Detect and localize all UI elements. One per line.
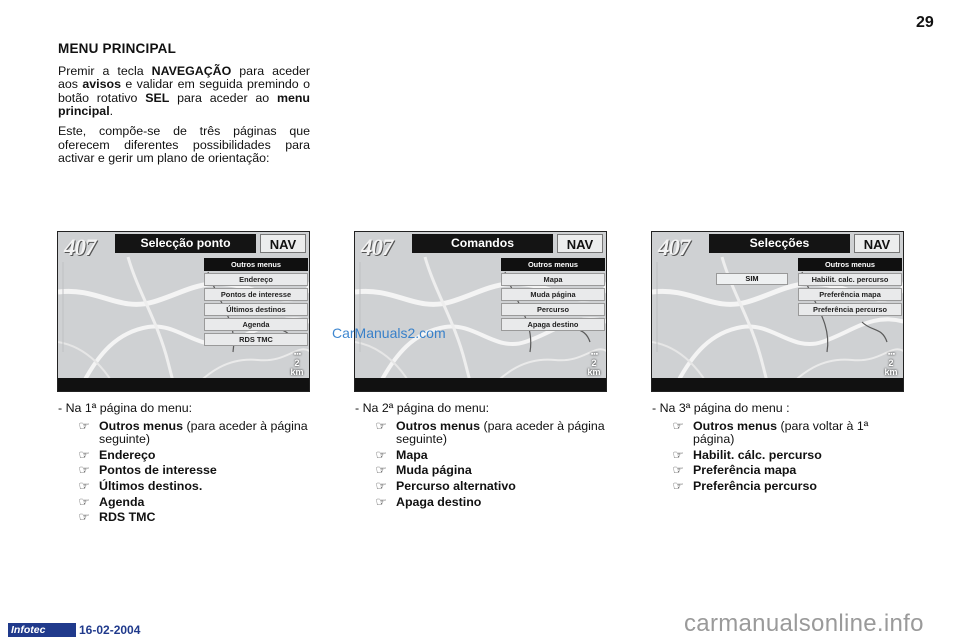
menu-option-list bbox=[374, 420, 610, 510]
nav-button: NAV bbox=[854, 234, 900, 253]
map-scale bbox=[286, 350, 308, 376]
screen-menu-item: Outros menus bbox=[204, 258, 308, 271]
pointing-hand-icon: ☞ bbox=[672, 463, 684, 478]
screen-menu-item: Outros menus bbox=[501, 258, 605, 271]
intro-text: para aceder aos bbox=[58, 63, 311, 92]
intro-text: . bbox=[109, 104, 114, 119]
nav-screen-1 bbox=[57, 231, 310, 392]
pointing-hand-icon: ☞ bbox=[375, 494, 387, 509]
menu-option bbox=[374, 496, 610, 510]
menu-option-name: Agenda bbox=[99, 494, 145, 509]
menu-list-page-3 bbox=[652, 402, 907, 496]
screen-title: Comandos bbox=[412, 234, 553, 253]
menu-option-description: (para voltar à 1ª página) bbox=[693, 418, 869, 447]
infotec-badge: Infotec bbox=[8, 623, 76, 637]
pointing-hand-icon: ☞ bbox=[672, 478, 684, 493]
menu-option-name: Outros menus bbox=[693, 418, 777, 433]
screen-title: Selecções bbox=[709, 234, 850, 253]
menu-option bbox=[671, 480, 907, 494]
scale-value: 2 bbox=[591, 358, 597, 368]
scale-value: 2 bbox=[888, 358, 894, 368]
peugeot-407-logo: 407 bbox=[361, 235, 393, 260]
menu-option-name: Apaga destino bbox=[396, 494, 482, 509]
menu-option-name: Preferência percurso bbox=[693, 478, 817, 493]
watermark-carmanualsonline: carmanualsonline.info bbox=[684, 610, 924, 637]
nav-button: NAV bbox=[260, 234, 306, 253]
pointing-hand-icon: ☞ bbox=[375, 447, 387, 462]
menu-option-name: Preferência mapa bbox=[693, 463, 797, 478]
option-sim: SIM bbox=[716, 273, 788, 285]
screen-menu-item: Agenda bbox=[204, 318, 308, 331]
menu-option bbox=[671, 449, 907, 463]
pointing-hand-icon: ☞ bbox=[375, 463, 387, 478]
pointing-hand-icon: ☞ bbox=[78, 494, 90, 509]
menu-option bbox=[374, 449, 610, 463]
pointing-hand-icon: ☞ bbox=[78, 447, 90, 462]
screen-menu-item: Preferência mapa bbox=[798, 288, 902, 301]
intro-section bbox=[58, 42, 310, 172]
screen-menu-item: Mapa bbox=[501, 273, 605, 286]
screen-menu-item: Preferência percurso bbox=[798, 303, 902, 316]
pointing-hand-icon: ☞ bbox=[78, 510, 90, 525]
footer-date: 16-02-2004 bbox=[79, 623, 141, 637]
menu-option-name: Percurso alternativo bbox=[396, 478, 516, 493]
menu-option-name: Pontos de interesse bbox=[99, 463, 217, 478]
screen-menu-item: Muda página bbox=[501, 288, 605, 301]
menu-option bbox=[77, 480, 313, 494]
menu-option-name: Habilit. cálc. percurso bbox=[693, 447, 822, 462]
intro-keyword: menu principal bbox=[58, 90, 310, 119]
intro-paragraph-2: Este, compõe-se de três páginas que oferecem diferentes possibilidades para activar e gerir um plano de orientação: bbox=[58, 123, 310, 166]
intro-text: e validar em seguida premindo o botão rotativo bbox=[58, 77, 310, 105]
scale-unit: km bbox=[884, 367, 898, 377]
peugeot-407-logo: 407 bbox=[658, 235, 690, 260]
screen-bottom-strip bbox=[652, 378, 903, 391]
section-heading: MENU PRINCIPAL bbox=[58, 41, 177, 56]
screen-menu bbox=[204, 258, 308, 348]
screen-menu-item: Endereço bbox=[204, 273, 308, 286]
menu-page-lead: - Na 1ª página do menu: bbox=[58, 401, 193, 415]
menu-option-list bbox=[77, 420, 313, 525]
menu-option bbox=[77, 496, 313, 510]
menu-option-name: RDS TMC bbox=[99, 510, 156, 525]
pointing-hand-icon: ☞ bbox=[78, 418, 90, 433]
screen-menu-item: Pontos de interesse bbox=[204, 288, 308, 301]
menu-option bbox=[374, 480, 610, 494]
intro-text: Premir a tecla bbox=[58, 63, 152, 78]
menu-option bbox=[77, 511, 313, 525]
screen-menu-item: Percurso bbox=[501, 303, 605, 316]
menu-option-name: Outros menus bbox=[396, 418, 480, 433]
pointing-hand-icon: ☞ bbox=[672, 418, 684, 433]
pointing-hand-icon: ☞ bbox=[78, 463, 90, 478]
screen-bottom-strip bbox=[58, 378, 309, 391]
map-scale bbox=[583, 350, 605, 376]
intro-keyword: NAVEGAÇÃO bbox=[151, 63, 232, 78]
menu-option bbox=[374, 420, 610, 447]
menu-option bbox=[671, 464, 907, 478]
map-scale bbox=[880, 350, 902, 376]
scale-ticks: ▪ ▪ ▪ bbox=[293, 351, 301, 358]
watermark-carmanuals2: CarManuals2.com bbox=[332, 325, 446, 341]
menu-option bbox=[374, 464, 610, 478]
intro-paragraph-1 bbox=[58, 65, 310, 119]
menu-list-page-2 bbox=[355, 402, 610, 511]
menu-page-lead: - Na 2ª página do menu: bbox=[355, 401, 490, 415]
pointing-hand-icon: ☞ bbox=[375, 478, 387, 493]
menu-option bbox=[77, 449, 313, 463]
intro-keyword: SEL bbox=[145, 90, 170, 105]
nav-screen-3 bbox=[651, 231, 904, 392]
scale-unit: km bbox=[587, 367, 601, 377]
screen-menu-item: Habilit. calc. percurso bbox=[798, 273, 902, 286]
screen-bottom-strip bbox=[355, 378, 606, 391]
scale-unit: km bbox=[290, 367, 304, 377]
menu-option bbox=[77, 464, 313, 478]
menu-page-lead: - Na 3ª página do menu : bbox=[652, 401, 790, 415]
menu-option-list bbox=[671, 420, 907, 494]
menu-option-name: Outros menus bbox=[99, 418, 183, 433]
screen-menu-item: Outros menus bbox=[798, 258, 902, 271]
menu-option-description: (para aceder à página seguinte) bbox=[396, 418, 605, 447]
menu-option-name: Mapa bbox=[396, 447, 428, 462]
page-number: 29 bbox=[916, 14, 934, 31]
scale-ticks: ▪ ▪ ▪ bbox=[887, 351, 895, 358]
screen-menu bbox=[501, 258, 605, 333]
menu-option-name: Endereço bbox=[99, 447, 156, 462]
menu-option bbox=[671, 420, 907, 447]
screen-menu-item: Apaga destino bbox=[501, 318, 605, 331]
menu-option bbox=[77, 420, 313, 447]
scale-ticks: ▪ ▪ ▪ bbox=[590, 351, 598, 358]
pointing-hand-icon: ☞ bbox=[375, 418, 387, 433]
pointing-hand-icon: ☞ bbox=[672, 447, 684, 462]
nav-button: NAV bbox=[557, 234, 603, 253]
screen-menu bbox=[798, 258, 902, 318]
screen-menu-item: RDS TMC bbox=[204, 333, 308, 346]
screen-menu-item: Últimos destinos bbox=[204, 303, 308, 316]
pointing-hand-icon: ☞ bbox=[78, 478, 90, 493]
nav-screen-2 bbox=[354, 231, 607, 392]
scale-value: 2 bbox=[294, 358, 300, 368]
menu-option-name: Últimos destinos. bbox=[99, 478, 203, 493]
peugeot-407-logo: 407 bbox=[64, 235, 96, 260]
menu-list-page-1 bbox=[58, 402, 313, 527]
intro-keyword: avisos bbox=[82, 77, 121, 92]
menu-option-name: Muda página bbox=[396, 463, 472, 478]
screen-title: Selecção ponto bbox=[115, 234, 256, 253]
intro-text: para aceder ao bbox=[169, 90, 277, 105]
menu-option-description: (para aceder à página seguinte) bbox=[99, 418, 308, 447]
